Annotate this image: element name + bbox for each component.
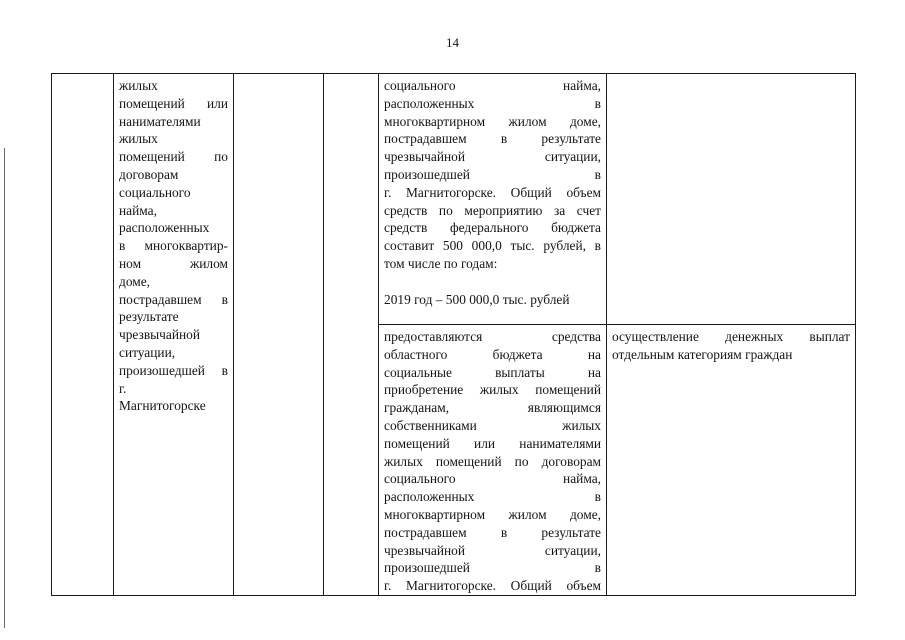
text-line: средств федерального бюджета xyxy=(384,220,601,236)
text-line: Магнитогорске xyxy=(119,398,206,414)
text-line: чрезвычайной ситуации, xyxy=(384,542,601,558)
text-line: областного бюджета на xyxy=(384,346,601,362)
text-line: чрезвычайной xyxy=(119,327,201,343)
text-line: социальные выплаты на xyxy=(384,364,601,380)
text-line: том числе по годам: xyxy=(384,255,498,271)
text-line: собственниками жилых xyxy=(384,417,601,433)
program-measures-table xyxy=(51,73,856,596)
text-line: произошедшей в xyxy=(119,362,228,378)
text-line: помещений или xyxy=(119,95,228,111)
margin-mark xyxy=(4,148,5,628)
cell-result-2: осуществление денежных выплат отдельным категориям граждан xyxy=(607,325,856,596)
text-line: социального xyxy=(119,184,191,200)
table-row xyxy=(52,74,856,325)
text-line: многоквартирном жилом доме, xyxy=(384,113,601,129)
text-line: пострадавшем в результате xyxy=(384,524,601,540)
text-line: жилых xyxy=(119,78,158,93)
text-line: доме, xyxy=(119,273,151,289)
text-line: составит 500 000,0 тыс. рублей, в xyxy=(384,238,601,254)
text-line: нанимателями xyxy=(119,113,201,129)
text-line: найма, xyxy=(119,202,157,218)
text-line xyxy=(384,273,601,291)
text-line: договорам xyxy=(119,166,179,182)
text-line: ситуации, xyxy=(119,344,176,360)
measure-name-text xyxy=(119,77,228,415)
text-line: средств по мероприятию за счет xyxy=(384,202,601,218)
text-line: чрезвычайной ситуации, xyxy=(384,149,601,165)
text-line: результате xyxy=(119,309,179,325)
text-line: расположенных в xyxy=(384,95,601,111)
cell-empty-3 xyxy=(234,74,324,596)
text-line: в многоквартир- xyxy=(119,238,228,254)
text-line: гражданам, являющимся xyxy=(384,400,601,416)
text-line: жилых помещений по договорам xyxy=(384,453,601,469)
text-line: пострадавшем в xyxy=(119,291,228,307)
text-line: пострадавшем в результате xyxy=(384,131,601,147)
cell-description-2 xyxy=(379,325,607,596)
cell-number xyxy=(52,74,114,596)
text-line: расположенных в xyxy=(384,489,601,505)
text-line: социального найма, xyxy=(384,78,601,93)
cell-description-1 xyxy=(379,74,607,325)
text-line: расположенных xyxy=(119,220,210,236)
text-line: помещений или нанимателями xyxy=(384,435,601,451)
text-line: г. Магнитогорске. Общий объем xyxy=(384,184,601,200)
text-line: произошедшей в xyxy=(384,166,601,182)
description-1-text xyxy=(384,77,601,308)
description-2-text xyxy=(384,328,601,595)
text-line: приобретение жилых помещений xyxy=(384,382,601,398)
text-line: помещений по xyxy=(119,149,228,165)
page-number: 14 xyxy=(446,35,459,50)
text-line: г. xyxy=(119,380,127,396)
text-line: социального найма, xyxy=(384,471,601,487)
text-line: многоквартирном жилом доме, xyxy=(384,506,601,522)
text-line: жилых xyxy=(119,131,158,147)
cell-measure-name xyxy=(114,74,234,596)
text-line: предоставляются средства xyxy=(384,329,601,344)
text-line: 2019 год – 500 000,0 тыс. рублей xyxy=(384,291,570,307)
text-line: г. Магнитогорске. Общий объем xyxy=(384,578,601,594)
text-line: произошедшей в xyxy=(384,560,601,576)
cell-empty-4 xyxy=(324,74,379,596)
text-line: ном жилом xyxy=(119,255,228,271)
cell-result-1 xyxy=(607,74,856,325)
